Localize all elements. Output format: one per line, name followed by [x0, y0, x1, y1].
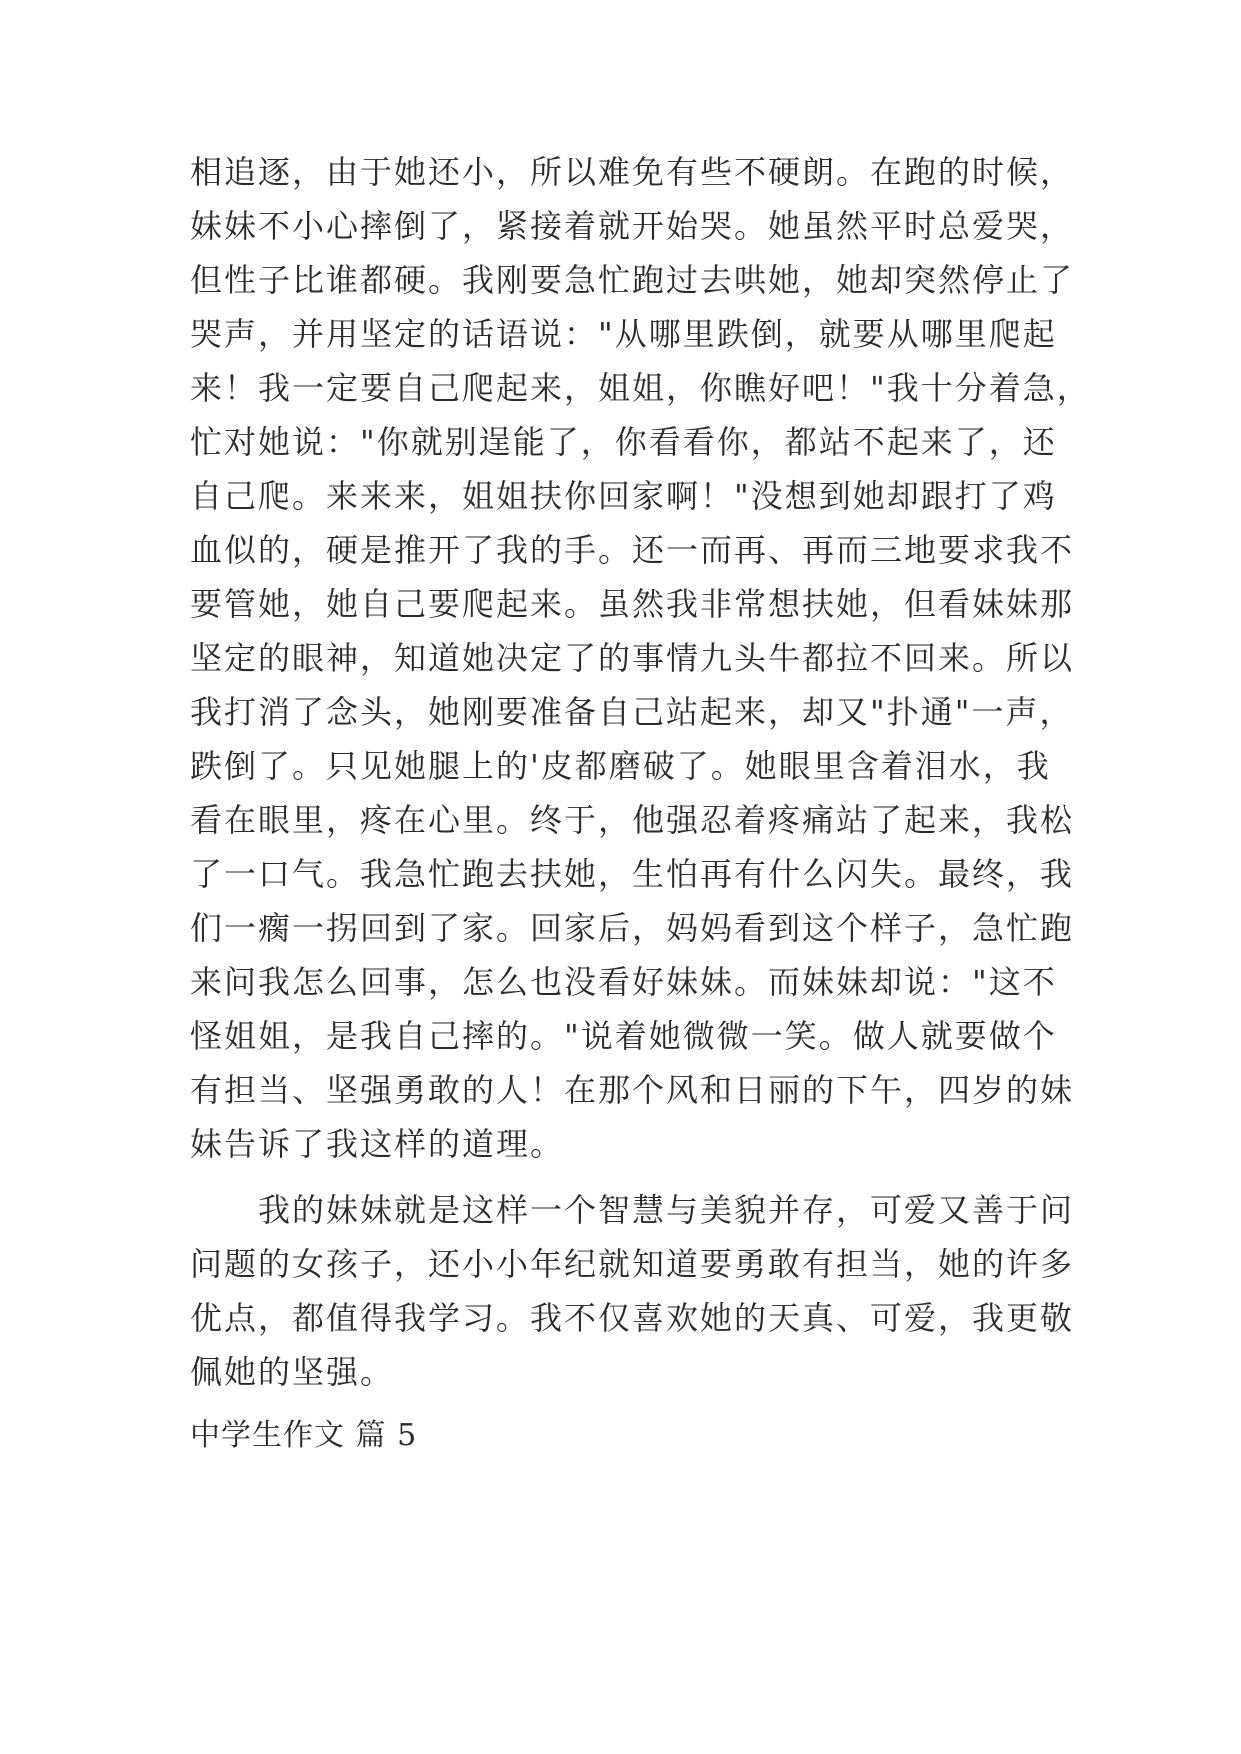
text-line: 坚定的眼神，知道她决定了的事情九头牛都拉不回来。所以	[190, 639, 1075, 677]
section-heading: 中学生作文 篇 5	[190, 1418, 418, 1453]
text-line: 了一口气。我急忙跑去扶她，生怕再有什么闪失。最终，我	[190, 855, 1075, 893]
text-line: 我的妹妹就是这样一个智慧与美貌并存，可爱又善于问	[190, 1191, 1075, 1229]
text-line: 佩她的坚强。	[190, 1353, 395, 1391]
text-line: 怪姐姐，是我自己摔的。"说着她微微一笑。做人就要做个	[190, 1017, 1057, 1055]
text-line: 妹妹不小心摔倒了，紧接着就开始哭。她虽然平时总爱哭，	[190, 207, 1075, 245]
text-line: 跌倒了。只见她腿上的'皮都磨破了。她眼里含着泪水，我	[190, 747, 1051, 785]
text-line: 看在眼里，疼在心里。终于，他强忍着疼痛站了起来，我松	[190, 801, 1075, 839]
text-line: 来问我怎么回事，怎么也没看好妹妹。而妹妹却说："这不	[190, 963, 1057, 1001]
text-line: 自己爬。来来来，姐姐扶你回家啊！"没想到她却跟打了鸡	[190, 477, 1057, 515]
text-line: 我打消了念头，她刚要准备自己站起来，却又"扑通"一声，	[190, 693, 1074, 731]
text-line: 血似的，硬是推开了我的手。还一而再、再而三地要求我不	[190, 531, 1075, 569]
text-line: 问题的女孩子，还小小年纪就知道要勇敢有担当，她的许多	[190, 1245, 1075, 1283]
text-line: 有担当、坚强勇敢的人！在那个风和日丽的下午，四岁的妹	[190, 1071, 1075, 1109]
text-line: 忙对她说："你就别逞能了，你看看你，都站不起来了，还	[190, 423, 1057, 461]
text-line: 妹告诉了我这样的道理。	[190, 1125, 565, 1163]
text-line: 哭声，并用坚定的话语说："从哪里跌倒，就要从哪里爬起	[190, 315, 1057, 353]
text-line: 要管她，她自己要爬起来。虽然我非常想扶她，但看妹妹那	[190, 585, 1075, 623]
text-line: 们一瘸一拐回到了家。回家后，妈妈看到这个样子，急忙跑	[190, 909, 1075, 947]
text-line: 优点，都值得我学习。我不仅喜欢她的天真、可爱，我更敬	[190, 1299, 1075, 1337]
text-line: 但性子比谁都硬。我刚要急忙跑过去哄她，她却突然停止了	[190, 261, 1075, 299]
text-line: 来！我一定要自己爬起来，姐姐，你瞧好吧！"我十分着急，	[190, 369, 1091, 407]
text-line: 相追逐，由于她还小，所以难免有些不硬朗。在跑的时候，	[190, 153, 1075, 191]
